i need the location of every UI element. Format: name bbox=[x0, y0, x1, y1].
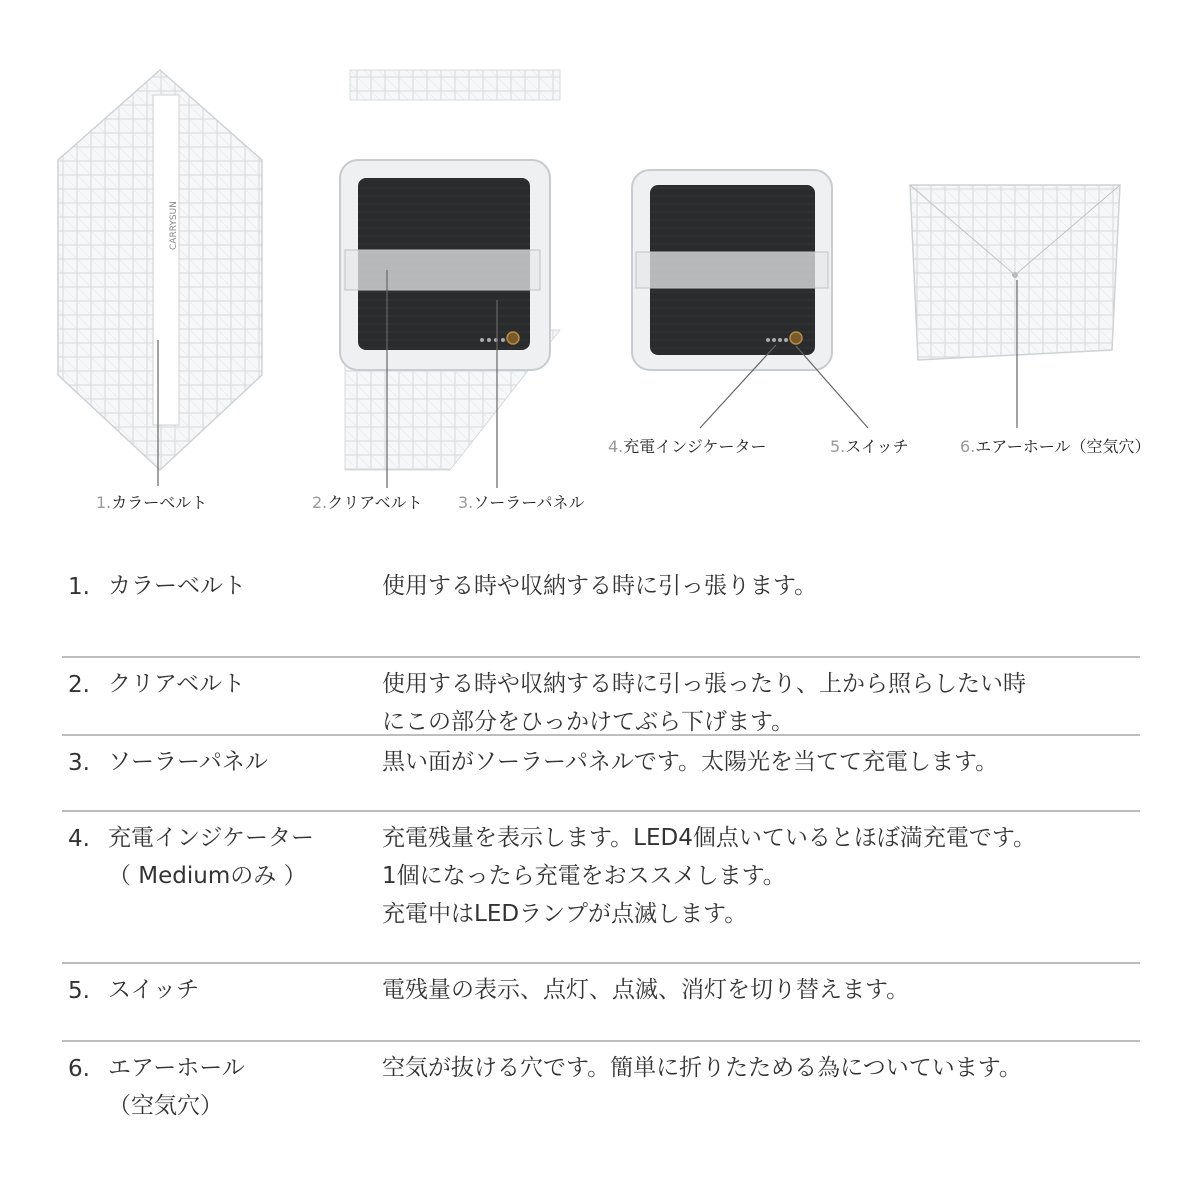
part-name: 充電インジケーター （ Mediumのみ ） bbox=[108, 825, 314, 889]
part-description: 充電残量を表示します。LED4個点いているとほぼ満充電です。 1個になったら充電をおススメします。 充電中はLEDランプが点滅します。 bbox=[382, 825, 1037, 927]
table-row bbox=[62, 1042, 1140, 1142]
part-name: ソーラーパネル bbox=[108, 749, 268, 775]
table-row bbox=[62, 658, 1140, 736]
part-description: 使用する時や収納する時に引っ張ります。 bbox=[382, 573, 818, 599]
part-description: 空気が抜ける穴です。簡単に折りたためる為についています。 bbox=[382, 1055, 1022, 1081]
brand-logo: CARRYSUN bbox=[169, 201, 179, 250]
row-number: 6. bbox=[68, 1056, 90, 1082]
row-number: 3. bbox=[68, 750, 90, 776]
table-row bbox=[62, 560, 1140, 658]
table-row bbox=[62, 964, 1140, 1042]
part-name: クリアベルト bbox=[108, 671, 246, 697]
row-number: 5. bbox=[68, 978, 90, 1004]
air-hole bbox=[1012, 272, 1018, 278]
power-switch bbox=[507, 332, 519, 344]
color-belt bbox=[153, 95, 179, 425]
row-number: 2. bbox=[68, 672, 90, 698]
callout-air-hole: 6.エアーホール（空気穴） bbox=[960, 437, 1151, 456]
clear-belt-medium bbox=[636, 252, 828, 288]
power-switch-medium bbox=[790, 332, 802, 344]
parts-description-table bbox=[62, 560, 1140, 1142]
product-figure bbox=[0, 0, 1200, 540]
callout-solar-panel: 3.ソーラーパネル bbox=[458, 493, 585, 512]
part-name: エアーホール （空気穴） bbox=[108, 1055, 245, 1119]
lantern-inflated bbox=[910, 185, 1120, 428]
table-row bbox=[62, 812, 1140, 964]
part-description: 使用する時や収納する時に引っ張ったり、上から照らしたい時 にこの部分をひっかけてぶら下げます。 bbox=[382, 671, 1026, 735]
part-description: 黒い面がソーラーパネルです。太陽光を当てて充電します。 bbox=[382, 749, 999, 775]
part-description: 電残量の表示、点灯、点滅、消灯を切り替えます。 bbox=[382, 977, 910, 1003]
callout-charge-indicator: 4.充電インジケーター bbox=[608, 437, 767, 456]
part-name: カラーベルト bbox=[108, 573, 246, 599]
clear-belt bbox=[345, 250, 540, 290]
product-illustration bbox=[0, 0, 1200, 540]
part-name: スイッチ bbox=[108, 977, 200, 1003]
callout-switch: 5.スイッチ bbox=[830, 437, 909, 456]
callout-color-belt: 1.カラーベルト bbox=[96, 493, 208, 512]
charge-indicator bbox=[766, 338, 770, 342]
row-number: 4. bbox=[68, 826, 90, 852]
lantern-unfolded bbox=[58, 70, 262, 486]
callout-clear-belt: 2.クリアベルト bbox=[312, 493, 423, 512]
row-number: 1. bbox=[68, 574, 90, 600]
table-row bbox=[62, 736, 1140, 812]
lantern-medium bbox=[632, 170, 868, 428]
lantern-with-panel bbox=[340, 70, 560, 488]
